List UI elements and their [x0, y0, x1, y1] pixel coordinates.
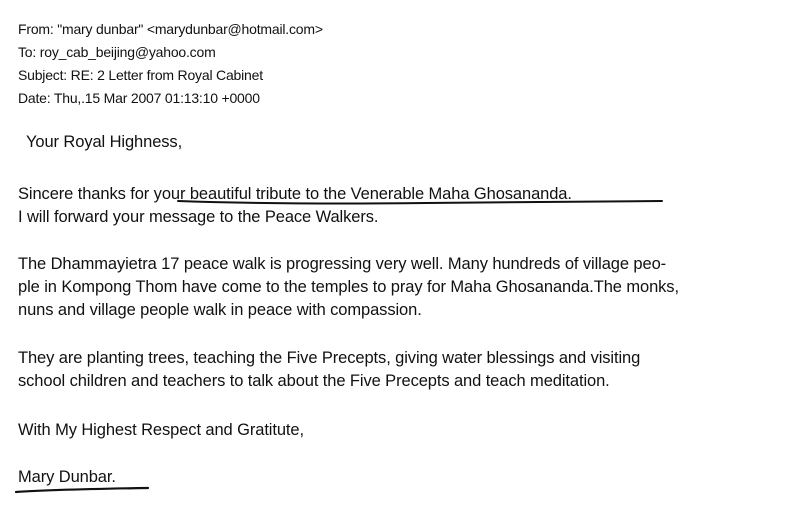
handwritten-underline-signature [14, 484, 150, 498]
subject-line: Subject: RE: 2 Letter from Royal Cabinet [18, 67, 263, 83]
handwritten-underline-tribute [176, 198, 664, 212]
to-line: To: roy_cab_beijing@yahoo.com [18, 44, 216, 60]
letter-signature: Mary Dunbar. [18, 468, 116, 486]
from-line: From: "mary dunbar" <marydunbar@hotmail.com> [18, 21, 323, 37]
paragraph-1-line: Sincere thanks for your beautiful tribute to the Venerable Maha Ghosananda. [18, 185, 572, 203]
date-line: Date: Thu,.15 Mar 2007 01:13:10 +0000 [18, 90, 260, 106]
paragraph-3-line: school children and teachers to talk about the Five Precepts and teach meditation. [18, 372, 610, 390]
paragraph-2-line: ple in Kompong Thom have come to the temples to pray for Maha Ghosananda.The monks, [18, 278, 679, 296]
paragraph-2 [18, 253, 679, 322]
paragraph-2-line: nuns and village people walk in peace with compassion. [18, 301, 422, 319]
letter-greeting: Your Royal Highness, [26, 133, 183, 151]
paragraph-1-line: I will forward your message to the Peace Walkers. [18, 208, 379, 226]
email-header [18, 18, 323, 110]
paragraph-3 [18, 347, 640, 393]
paragraph-3-line: They are planting trees, teaching the Five Precepts, giving water blessings and visiting [18, 349, 641, 367]
letter-closing: With My Highest Respect and Gratitute, [18, 421, 304, 439]
paragraph-2-line: The Dhammayietra 17 peace walk is progressing very well. Many hundreds of village peo- [18, 255, 667, 273]
